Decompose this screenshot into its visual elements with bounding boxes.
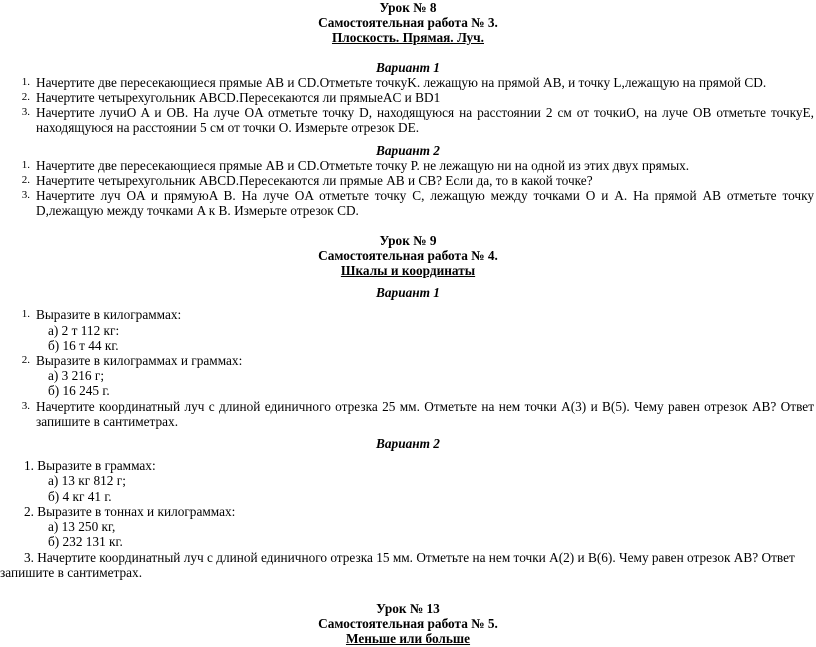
list-item: 3. Начертите луч OA и прямуюA B. На луче OA отметьте точку С, лежащую между точками O и A. На прямой AB отметьте точку D,лежащую между точками A к B. Измерьте отрезок CD.: [21, 188, 814, 219]
lesson-13-topic: Меньше или больше: [345, 631, 471, 647]
list-item: 3. Начертите лучиO A и OB. На луче OA отметьте точку D, находящуюся на расстоянии 2 см от точкиO, на луче OB отметьте точкуE, находящуюся на расстоянии 5 см от точки O. Измерьте отрезок DE.: [21, 105, 814, 136]
lesson-8-subtitle: Самостоятельная работа № 3.: [318, 15, 498, 31]
lesson-13-subtitle: Самостоятельная работа № 5.: [318, 616, 498, 632]
list-item: 1. Выразите в килограммах:: [21, 307, 182, 323]
answer-line: б) 16 245 г.: [48, 383, 110, 399]
answer-line: а) 2 т 112 кг:: [48, 322, 120, 338]
list-item: 2. Выразите в тоннах и килограммах:: [24, 503, 236, 519]
list-item: 2. Начертите четырехугольник ABCD.Пересекаются ли прямыеAC и BD1: [21, 90, 441, 106]
answer-line: а) 13 250 кг,: [48, 519, 116, 535]
list-item: 1. Выразите в граммах:: [24, 458, 156, 474]
answer-line: б) 4 кг 41 г.: [48, 488, 112, 504]
list-item: 1. Начертите две пересекающиеся прямые AB и CD.Отметьте точку P. не лежащую ни на одной из этих двух прямых.: [21, 157, 690, 173]
answer-line: б) 232 131 кг.: [48, 534, 123, 550]
lesson-9-subtitle: Самостоятельная работа № 4.: [318, 247, 498, 263]
lesson-9-variant-1-heading: Вариант 1: [376, 285, 440, 301]
lesson-8-variant-2-heading: Вариант 2: [376, 142, 440, 158]
lesson-9-variant-2-heading: Вариант 2: [376, 436, 440, 452]
lesson-13-title: Урок № 13: [376, 600, 440, 616]
answer-line: б) 16 т 44 кг.: [48, 337, 119, 353]
list-item: 3. Начертите координатный луч с длиной единичного отрезка 15 мм. Отметьте на нем точки A(2) и B(6). Чему равен отрезок AB? Ответ запишите в сантиметрах.: [0, 549, 795, 580]
lesson-8-variant-1-heading: Вариант 1: [376, 59, 440, 75]
lesson-9-title: Урок № 9: [379, 232, 437, 248]
list-item: 1. Начертите две пересекающиеся прямые AB и CD.Отметьте точкуK. лежащую на прямой AB, и точку L,лежащую на прямой CD.: [21, 74, 767, 90]
answer-line: а) 3 216 г;: [48, 368, 105, 384]
lesson-8-topic: Плоскость. Прямая. Луч.: [331, 30, 485, 46]
lesson-8-title: Урок № 8: [379, 0, 437, 15]
list-item: 2. Выразите в килограммах и граммах:: [21, 353, 243, 369]
list-item: 3. Начертите координатный луч с длиной единичного отрезка 25 мм. Отметьте на нем точки A(3) и B(5). Чему равен отрезок AB? Ответ запишите в сантиметрах.: [21, 398, 814, 429]
answer-line: а) 13 кг 812 г;: [48, 473, 126, 489]
lesson-9-topic: Шкалы и координаты: [340, 263, 476, 279]
list-item: 2. Начертите четырехугольник ABCD.Пересекаются ли прямые AB и CB? Если да, то в какой точке?: [21, 173, 593, 189]
